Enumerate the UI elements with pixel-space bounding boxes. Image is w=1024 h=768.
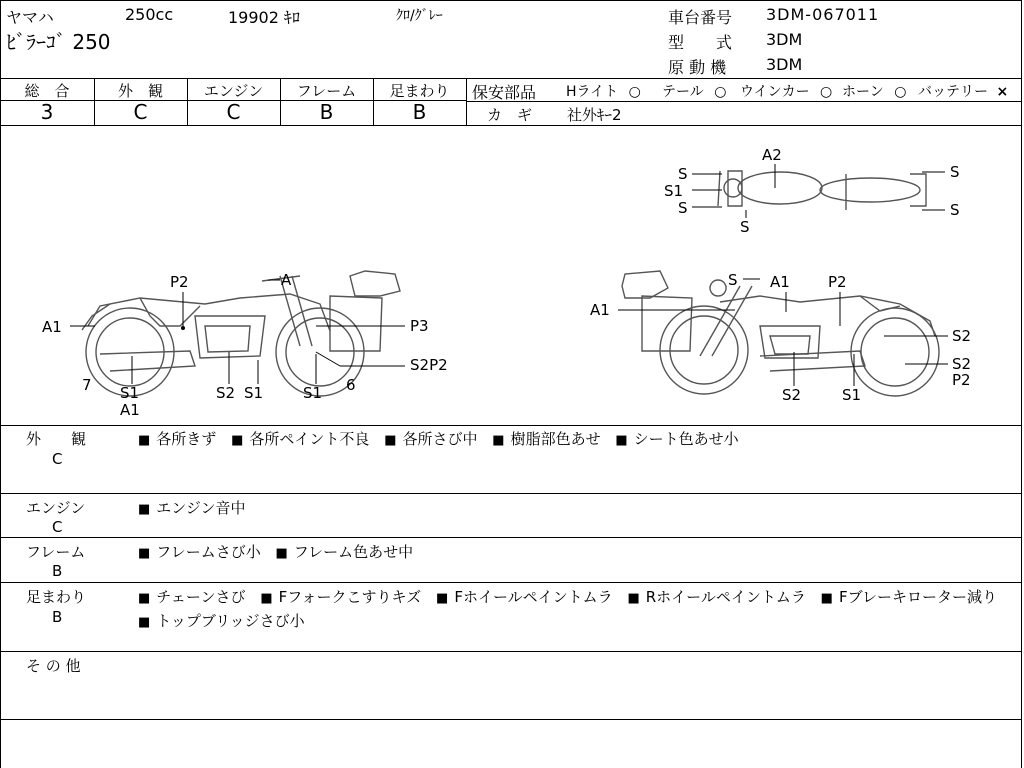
- safety-item-tail: [662, 81, 726, 101]
- grade-label-total: 総 合: [24, 82, 70, 100]
- note-item: ■ 各所ペイント不良: [231, 430, 369, 448]
- right-label-a1-tank: [770, 273, 790, 312]
- svg-text:S2: S2: [782, 386, 802, 404]
- note-label-engine: エンジン: [26, 499, 86, 517]
- safety-item-horn: [842, 81, 906, 101]
- left-label-s2p2: [316, 352, 448, 374]
- svg-text:A1: A1: [42, 318, 62, 336]
- note-item: ■ Rホイールペイントムラ: [627, 588, 805, 606]
- svg-text:S: S: [740, 218, 750, 236]
- svg-text:A1: A1: [120, 401, 140, 419]
- safety-item-mark: ×: [996, 84, 1009, 100]
- svg-text:S1: S1: [303, 384, 323, 402]
- note-grade-frame: B: [52, 562, 63, 580]
- grade-value-suspension: B: [412, 100, 427, 124]
- grade-value-exterior: C: [133, 100, 148, 124]
- svg-text:A2: A2: [762, 146, 782, 164]
- safety-item-mark: ○: [820, 84, 833, 100]
- left-label-a1-front: [42, 318, 95, 336]
- note-label-exterior: 外 観: [26, 430, 87, 448]
- notes-divider-1: [0, 493, 1022, 494]
- diagram-labels: [42, 146, 971, 419]
- svg-text:S: S: [678, 165, 688, 183]
- maker: ヤマハ: [6, 8, 54, 27]
- notes-top: [0, 425, 1022, 426]
- top-view-bike: [718, 171, 926, 210]
- grade-value-total: 3: [40, 100, 54, 124]
- type-label: 型 式: [668, 33, 733, 52]
- damage-diagram: [0, 126, 1022, 424]
- grade-label-engine: エンジン: [203, 82, 264, 100]
- svg-text:S: S: [678, 199, 688, 217]
- frame-no: 3DM-067011: [766, 5, 880, 24]
- safety-label: 保安部品: [472, 83, 537, 102]
- left-label-s1-c: [303, 354, 322, 402]
- safety-item-name: Hライト: [566, 84, 619, 100]
- note-item: ■ チェーンさび: [138, 588, 246, 606]
- svg-text:S2: S2: [216, 384, 236, 402]
- grade-label-exterior: 外 観: [117, 82, 163, 100]
- left-label-a1-b: [120, 401, 140, 419]
- svg-text:S2: S2: [952, 355, 972, 373]
- svg-text:S1: S1: [664, 182, 684, 200]
- note-label-suspension: 足まわり: [26, 588, 87, 606]
- top-label-s-3: [740, 210, 750, 236]
- svg-text:P2: P2: [828, 273, 847, 291]
- note-item: ■ トップブリッジさび小: [138, 612, 305, 630]
- notes-divider-2: [0, 537, 1022, 538]
- svg-text:A1: A1: [770, 273, 790, 291]
- key-value: 社外ｷｰ2: [567, 106, 622, 124]
- key-label: カ ギ: [487, 106, 533, 124]
- svg-text:6: 6: [346, 376, 356, 394]
- svg-text:S2: S2: [952, 327, 972, 345]
- left-label-a: [268, 271, 292, 289]
- note-item: ■ 各所さび中: [384, 430, 477, 448]
- right-label-p2-b: [952, 371, 971, 389]
- note-label-other: そ の 他: [26, 657, 81, 675]
- svg-text:S: S: [728, 271, 738, 289]
- note-items-suspension: [138, 586, 1008, 634]
- mileage: 19902 ｷﾛ: [228, 8, 300, 27]
- safety-item-name: ホーン: [842, 84, 884, 100]
- safety-item-name: テール: [662, 84, 704, 100]
- svg-text:P3: P3: [410, 317, 429, 335]
- svg-text:S: S: [950, 201, 960, 219]
- right-label-s: [728, 271, 760, 289]
- right-label-s2-c: [782, 352, 801, 404]
- frame-no-label: 車台番号: [668, 8, 733, 27]
- grade-label-suspension: 足まわり: [389, 82, 450, 100]
- note-item: ■ エンジン音中: [138, 499, 246, 517]
- safety-item-name: バッテリー: [918, 84, 988, 100]
- grade-key-divider: [466, 101, 1022, 102]
- frame-top: [0, 0, 1022, 1]
- type-value: 3DM: [766, 30, 803, 49]
- engine-value: 3DM: [766, 55, 803, 74]
- grade-value-frame: B: [319, 100, 334, 124]
- safety-item-mark: ○: [714, 84, 727, 100]
- top-label-a2: [762, 146, 782, 188]
- note-item: ■ Fホイールペイントムラ: [436, 588, 613, 606]
- note-item: ■ フレーム色あせ中: [275, 543, 413, 561]
- grade-label-frame: フレーム: [296, 82, 357, 100]
- note-items-exterior: [138, 428, 739, 449]
- notes-divider-3: [0, 582, 1022, 583]
- svg-text:S: S: [950, 163, 960, 181]
- note-item: ■ シート色あせ小: [615, 430, 738, 448]
- svg-text:7: 7: [82, 376, 92, 394]
- top-label-s-5: [922, 201, 960, 219]
- note-grade-exterior: C: [52, 450, 63, 468]
- svg-text:A1: A1: [590, 301, 610, 319]
- note-item: ■ Fブレーキローター減り: [821, 588, 997, 606]
- note-item: ■ フレームさび小: [138, 543, 261, 561]
- svg-text:S2P2: S2P2: [410, 356, 448, 374]
- top-label-s-2: [678, 199, 722, 217]
- svg-text:A: A: [281, 271, 292, 289]
- grade-col-5: [466, 78, 467, 125]
- grade-table-top: [0, 78, 1022, 79]
- safety-item-headlight: [566, 81, 641, 101]
- notes-divider-5: [0, 719, 1022, 720]
- note-item: ■ 樹脂部色あせ: [492, 430, 600, 448]
- engine-label: 原 動 機: [668, 58, 727, 77]
- left-label-s2: [216, 352, 235, 402]
- note-items-frame: [138, 541, 413, 562]
- svg-text:S1: S1: [120, 384, 140, 402]
- safety-item-mark: ○: [628, 84, 641, 100]
- safety-item-name: ウインカー: [740, 84, 810, 100]
- note-grade-suspension: B: [52, 608, 63, 626]
- right-label-a1-front: [590, 301, 735, 319]
- safety-item-mark: ○: [894, 84, 907, 100]
- displacement: 250cc: [125, 5, 174, 24]
- svg-text:P2: P2: [952, 371, 971, 389]
- note-grade-engine: C: [52, 518, 63, 536]
- left-label-p3: [316, 317, 429, 335]
- color: ｸﾛ/ｸﾞﾚｰ: [396, 8, 443, 24]
- top-label-s-4: [922, 163, 960, 181]
- notes-divider-4: [0, 651, 1022, 652]
- left-label-7: [82, 376, 92, 394]
- svg-text:S1: S1: [244, 384, 264, 402]
- svg-text:P2: P2: [170, 273, 189, 291]
- note-item: ■ Fフォークこすりキズ: [260, 588, 421, 606]
- model-name: ﾋﾞﾗｰｺﾞ 250: [6, 30, 111, 54]
- left-label-6: [346, 376, 356, 394]
- svg-text:S1: S1: [842, 386, 862, 404]
- note-items-engine: [138, 497, 246, 518]
- grade-value-engine: C: [226, 100, 241, 124]
- top-label-s-1: [678, 165, 722, 183]
- note-label-frame: フレーム: [26, 543, 86, 561]
- safety-item-battery: [918, 81, 1008, 101]
- note-item: ■ 各所きず: [138, 430, 216, 448]
- top-label-s1: [664, 182, 722, 200]
- left-label-s1-a: [120, 356, 139, 402]
- left-label-s1-b: [244, 360, 263, 402]
- safety-item-winker: [740, 81, 832, 101]
